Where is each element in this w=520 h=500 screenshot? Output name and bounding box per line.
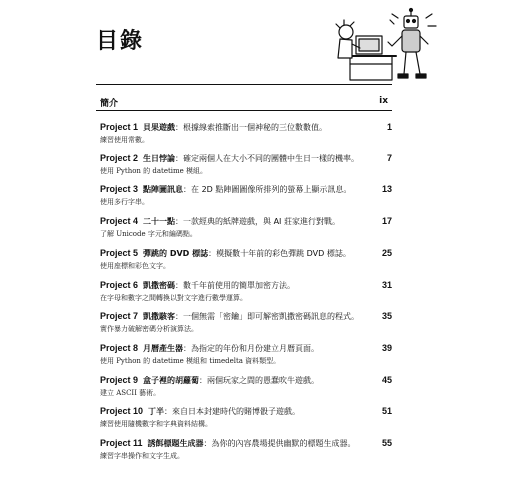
project-number: Project 5: [100, 248, 139, 258]
project-name: 貝果遊戲: [143, 123, 176, 132]
project-name: 凱撒密碼: [143, 281, 176, 290]
toc-entry-project-5[interactable]: [100, 248, 392, 271]
page-number: 39: [381, 343, 392, 353]
page-number: 17: [381, 216, 392, 226]
cartoon-illustration: [332, 6, 442, 86]
project-name: 點陣圖訊息: [143, 185, 184, 194]
page-number: 7: [386, 153, 392, 163]
page-number: 35: [381, 311, 392, 321]
project-subtitle: 練習使用常數。: [100, 136, 149, 144]
project-subtitle: 練習字串操作和文字生成。: [100, 452, 184, 460]
project-description: ：一個無需「密鑰」即可解密凱撒密碼訊息的程式。: [175, 312, 360, 321]
project-subtitle: 在字母和數字之間轉換以對文字進行數學運算。: [100, 294, 247, 302]
toc-entry-project-2[interactable]: [100, 153, 392, 176]
project-description: ：為指定的年份和月份建立月曆頁面。: [183, 344, 320, 353]
project-name: 盒子裡的胡蘿蔔: [143, 376, 200, 385]
project-number: Project 3: [100, 184, 139, 194]
project-number: Project 11: [100, 438, 143, 448]
toc-entry-project-10[interactable]: [100, 406, 392, 429]
project-description: ：模擬數十年前的彩色彈跳 DVD 標誌。: [208, 249, 351, 258]
toc-entry-project-6[interactable]: [100, 280, 392, 303]
title-divider: [96, 84, 392, 85]
page-number: 51: [381, 406, 392, 416]
project-description: ：為你的內容農場提供幽默的標題生成器。: [203, 439, 356, 448]
page-number: 1: [386, 122, 392, 132]
toc-intro-label: 簡介: [100, 99, 119, 109]
project-number: Project 2: [100, 153, 139, 163]
project-number: Project 6: [100, 280, 139, 290]
project-name: 彈跳的 DVD 標誌: [143, 249, 209, 258]
toc-entry-project-1[interactable]: [100, 122, 392, 145]
project-number: Project 8: [100, 343, 139, 353]
project-description: ：在 2D 點陣圖圖像所排列的螢幕上顯示訊息。: [183, 185, 352, 194]
page-title: 目錄: [96, 29, 145, 54]
page-number: 31: [381, 280, 392, 290]
project-subtitle: 使用座標和彩色文字。: [100, 262, 170, 270]
project-description: ：數千年前使用的簡單加密方法。: [175, 281, 296, 290]
page-number: 45: [381, 375, 392, 385]
project-subtitle: 使用 Python 的 datetime 模組。: [100, 167, 208, 175]
toc-entry-project-11[interactable]: [100, 438, 392, 461]
project-subtitle: 使用多行字串。: [100, 198, 149, 206]
page-number: 25: [381, 248, 392, 258]
project-subtitle: 建立 ASCII 藝術。: [100, 389, 161, 397]
project-number: Project 9: [100, 375, 139, 385]
toc-entry-project-3[interactable]: [100, 184, 392, 207]
page-number: 55: [381, 438, 392, 448]
toc-entry-project-8[interactable]: [100, 343, 392, 366]
toc-entry-project-9[interactable]: [100, 375, 392, 398]
project-number: Project 7: [100, 311, 139, 321]
toc-entry-project-4[interactable]: [100, 216, 392, 239]
project-number: Project 10: [100, 406, 144, 416]
project-name: 凱撒駭客: [143, 312, 176, 321]
project-description: ：一款經典的紙牌遊戲，與 AI 莊家進行對戰。: [175, 217, 340, 226]
project-name: 月曆產生器: [143, 344, 184, 353]
project-description: ：確定兩個人在大小不同的團體中生日一樣的機率。: [175, 154, 360, 163]
project-description: ：根據線索推斷出一個神秘的三位數數值。: [175, 123, 328, 132]
project-subtitle: 實作暴力破解密碼分析演算法。: [100, 325, 198, 333]
toc-entry-project-7[interactable]: [100, 311, 392, 334]
page-number: 13: [381, 184, 392, 194]
intro-divider: [96, 110, 392, 111]
project-number: Project 1: [100, 122, 139, 132]
project-name: 誘餌標題生成器: [147, 439, 204, 448]
project-name: 生日悖論: [143, 154, 176, 163]
project-description: ：來自日本封建時代的賭博骰子遊戲。: [164, 407, 301, 416]
toc-intro-page: ix: [379, 96, 388, 106]
project-subtitle: 練習使用隨機數字和字典資料結構。: [100, 420, 212, 428]
project-name: 丁半: [148, 407, 165, 416]
project-subtitle: 使用 Python 的 datetime 模組和 timedelta 資料類型。: [100, 357, 281, 365]
project-description: ：兩個玩家之間的愚蠢吹牛遊戲。: [199, 376, 320, 385]
project-number: Project 4: [100, 216, 139, 226]
project-subtitle: 了解 Unicode 字元和編碼點。: [100, 230, 197, 238]
project-name: 二十一點: [143, 217, 176, 226]
